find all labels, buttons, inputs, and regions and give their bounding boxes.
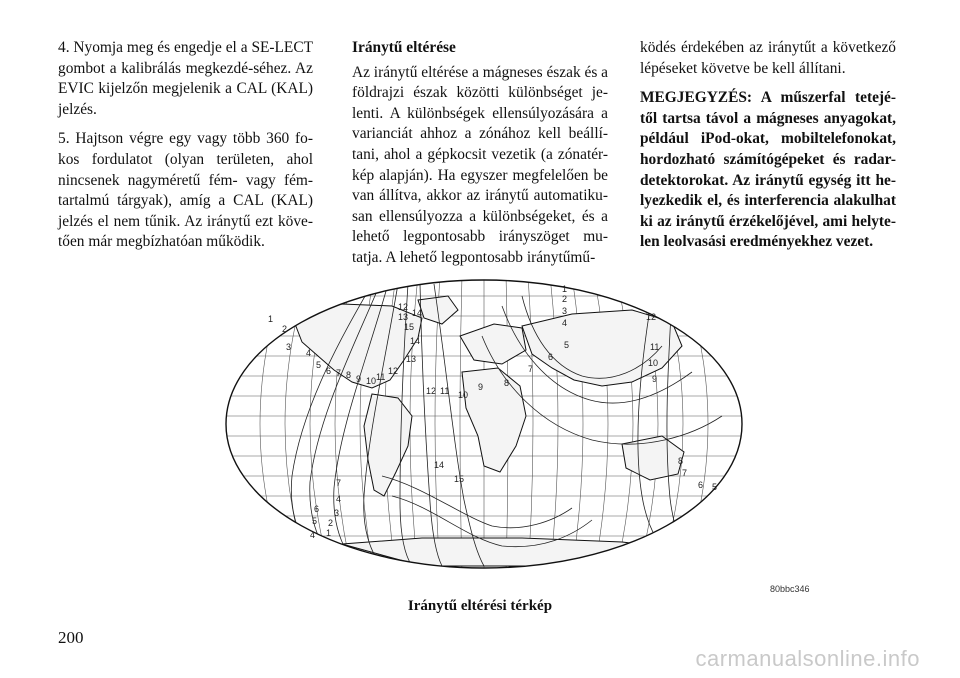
zone-label: 5	[316, 360, 322, 370]
zone-label: 12	[398, 302, 409, 312]
zone-label: 15	[404, 322, 415, 332]
watermark: carmanualsonline.info	[695, 646, 920, 671]
zone-label: 9	[652, 374, 658, 384]
zone-label: 7	[336, 368, 342, 378]
zone-label: 7	[528, 364, 534, 374]
zone-label: 4	[562, 318, 568, 328]
zone-label: 2	[328, 518, 334, 528]
zone-label: 10	[648, 358, 659, 368]
zone-label: 4	[306, 348, 312, 358]
column-right	[640, 38, 896, 262]
zone-label: 3	[286, 342, 292, 352]
zone-label: 15	[454, 474, 465, 484]
zone-label: 10	[366, 376, 377, 386]
zone-label: 10	[458, 390, 469, 400]
zone-label: 2	[562, 294, 568, 304]
zone-label: 12	[388, 366, 399, 376]
deviation-text: Az iránytű eltérése a mágneses észak és a földrajzi észak közötti különbséget je-lenti. A különbségek ellensúlyozására a varianciát ahhoz a zónához kell beállí-tani, ahol a gépkocsit vezetik (a zónatér-kép alapján). Ha egyszer megfelelően be van állítva, akkor az iránytű automatiku-san ellensúlyozza a különbségeket, és a lehető legpontosabb irányszöget mu-tatja. A lehető legpontosabb iránytűmű-	[352, 63, 608, 266]
map-caption: Iránytű eltérési térkép	[407, 598, 553, 614]
compass-variance-map	[222, 276, 746, 572]
zone-label: 13	[398, 312, 409, 322]
zone-label: 13	[406, 354, 417, 364]
zone-label: 11	[376, 372, 386, 382]
map-code: 80bbc346	[770, 584, 810, 594]
zone-label: 14	[410, 336, 421, 346]
zone-label: 6	[548, 352, 554, 362]
zone-label: 4	[336, 494, 342, 504]
zone-label: 5	[712, 482, 718, 492]
zone-label: 1	[562, 284, 568, 294]
zone-label: 3	[562, 306, 568, 316]
page-number: 200	[58, 628, 84, 647]
zone-label: 1	[268, 314, 274, 324]
zone-label: 7	[682, 468, 688, 478]
column-left	[58, 38, 313, 262]
zone-label: 9	[356, 374, 362, 384]
zone-label: 6	[698, 480, 704, 490]
map-grid	[222, 276, 746, 572]
step-4-text: 4. Nyomja meg és engedje el a SE-LECT gombot a kalibrálás megkezdé-séhez. Az EVIC kijelzőn megjelenik a CAL (KAL) jelzés.	[58, 39, 313, 118]
zone-label: 5	[564, 340, 570, 350]
zone-label: 6	[326, 366, 332, 376]
zone-label: 9	[478, 382, 484, 392]
zone-label: 3	[334, 508, 340, 518]
continuation-text: ködés érdekében az iránytűt a következő lépéseket követve be kell állítani.	[640, 39, 896, 77]
zone-label: 1	[326, 528, 332, 538]
zone-label: 14	[412, 308, 423, 318]
zone-label: 14	[434, 460, 445, 470]
step-5-text: 5. Hajtson végre egy vagy több 360 fo-kos fordulatot (olyan területen, ahol nincsenek nagyméretű fém- vagy fém-tartalmú tárgyak), amíg a CAL (KAL) jelzés el nem tűnik. Az iránytű ezt köve-tően már megbízhatóan működik.	[58, 130, 313, 251]
zone-label: 5	[312, 516, 318, 526]
zone-label: 2	[282, 324, 288, 334]
zone-label: 6	[314, 504, 320, 514]
note-text: MEGJEGYZÉS: A műszerfal tetejé-től tartsa távol a mágneses anyagokat, például iPod-okat, mobiltelefonokat, hordozható számítógépeket és radar-detektorokat. Az iránytű egység itt he-lyezkedik el, és interferencia alakulhat ki az iránytű érzékelőjével, ami helyte-len leolvasási eredményekhez vezet.	[640, 89, 896, 251]
zone-label: 8	[678, 456, 684, 466]
zone-label: 12	[646, 312, 657, 322]
zone-label: 4	[310, 530, 316, 540]
zone-label: 11	[650, 342, 660, 352]
section-heading: Iránytű eltérése	[352, 39, 456, 56]
continents	[292, 296, 692, 566]
zone-label: 8	[504, 378, 510, 388]
zone-label: 8	[346, 370, 352, 380]
column-middle	[352, 38, 608, 278]
zone-label: 11	[440, 386, 450, 396]
zone-label: 7	[336, 478, 342, 488]
zone-label: 12	[426, 386, 437, 396]
